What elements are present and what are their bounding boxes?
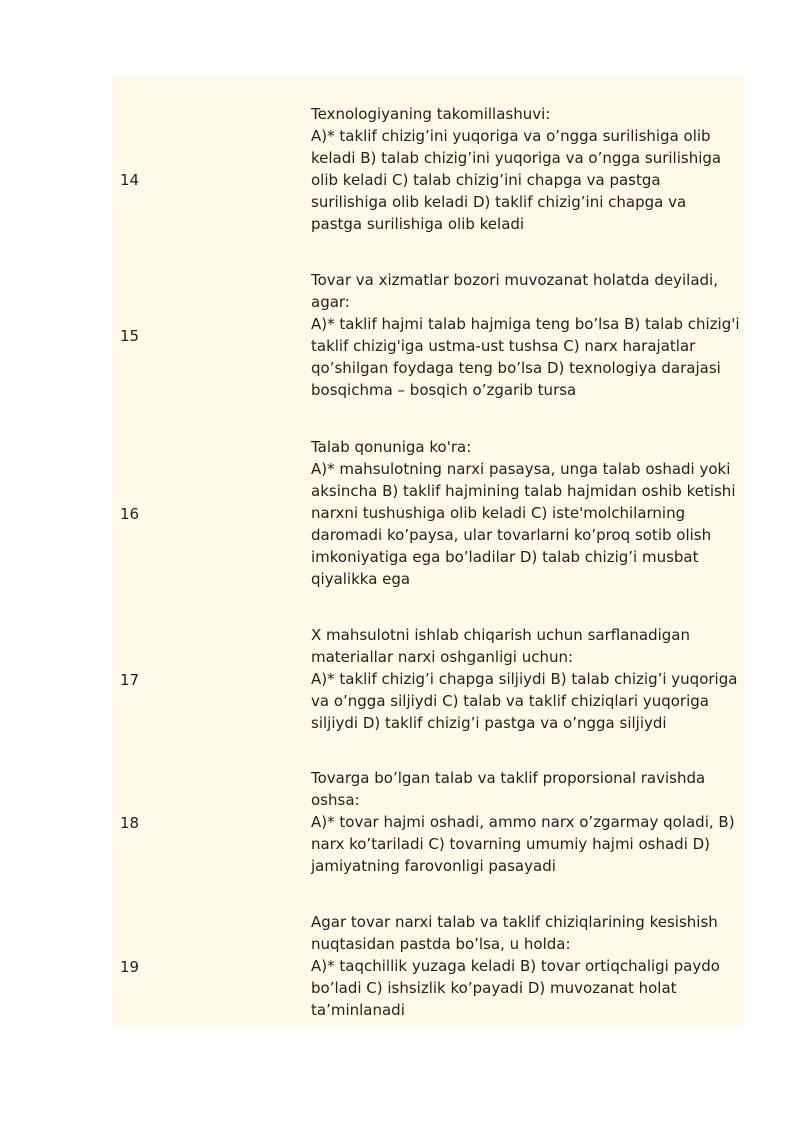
question-line: A)* taqchillik yuzaga keladi B) tovar ortiqchaligi paydo [311,957,720,975]
question-line: qo’shilgan foydaga teng bo’lsa D) texnologiya darajasi [311,359,721,377]
question-number: 16 [120,505,140,523]
question-line: A)* taklif chizig’ini yuqoriga va o’ngga surilishiga olib [311,127,711,145]
question-number: 19 [120,958,140,976]
question-line: olib keladi C) talab chizig’ini chapga va pastga [311,171,661,189]
question-line: Agar tovar narxi talab va taklif chiziqlarining kesishish [311,913,718,931]
question-line: Tovar va xizmatlar bozori muvozanat holatda deyiladi, [311,271,718,289]
question-line: siljiydi D) taklif chizig’i pastga va o’ngga siljiydi [311,714,667,732]
question-text [311,767,736,877]
question-line: A)* taklif chizig’i chapga siljiydi B) talab chizig’i yuqoriga [311,670,738,688]
question-line: qiyalikka ega [311,570,411,588]
question-line: materiallar narxi oshganligi uchun: [311,648,574,666]
question-text [311,624,736,734]
question-number: 15 [120,327,140,345]
question-line: A)* tovar hajmi oshadi, ammo narx o’zgarmay qoladi, B) [311,813,735,831]
question-line: imkoniyatiga ega bo’ladilar D) talab chizig’i musbat [311,548,699,566]
question-line: Texnologiyaning takomillashuvi: [311,105,551,123]
question-line: narx ko’tariladi C) tovarning umumiy hajmi oshadi D) [311,835,711,853]
question-line: jamiyatning farovonligi pasayadi [311,857,556,875]
question-line: daromadi ko’paysa, ular tovarlarni ko’proq sotib olish [311,526,712,544]
question-line: keladi B) talab chizig’ini yuqoriga va o’ngga surilishiga [311,149,722,167]
question-text [311,269,740,401]
question-line: ta’minlanadi [311,1001,405,1019]
question-line: va o’ngga siljiydi C) talab va taklif chiziqlari yuqoriga [311,692,709,710]
question-line: aksincha B) taklif hajmining talab hajmidan oshib ketishi [311,482,736,500]
question-number: 17 [120,671,140,689]
question-line: surilishiga olib keladi D) taklif chizig’ini chapga va [311,193,687,211]
question-line: A)* mahsulotning narxi pasaysa, unga talab oshadi yoki [311,460,731,478]
question-text [311,911,736,1021]
question-number: 14 [120,171,140,189]
question-line: pastga surilishiga olib keladi [311,215,525,233]
question-line: Tovarga bo’lgan talab va taklif proporsional ravishda [311,769,706,787]
question-sheet [112,77,744,1025]
question-line: nuqtasidan pastda bo’lsa, u holda: [311,935,571,953]
question-line: X mahsulotni ishlab chiqarish uchun sarflanadigan [311,626,691,644]
question-text [311,436,736,590]
question-text [311,103,736,235]
question-number: 18 [120,814,140,832]
question-line: bo’ladi C) ishsizlik ko’payadi D) muvozanat holat [311,979,677,997]
question-line: taklif chizig'iga ustma-ust tushsa C) narx harajatlar [311,337,696,355]
question-line: Talab qonuniga ko'ra: [311,438,472,456]
question-line: oshsa: [311,791,360,809]
question-line: agar: [311,293,350,311]
question-line: A)* taklif hajmi talab hajmiga teng bo’lsa B) talab chizig'i [311,315,740,333]
question-line: bosqichma – bosqich o’zgarib tursa [311,381,577,399]
question-line: narxni tushushiga olib keladi C) iste'molchilarning [311,504,686,522]
